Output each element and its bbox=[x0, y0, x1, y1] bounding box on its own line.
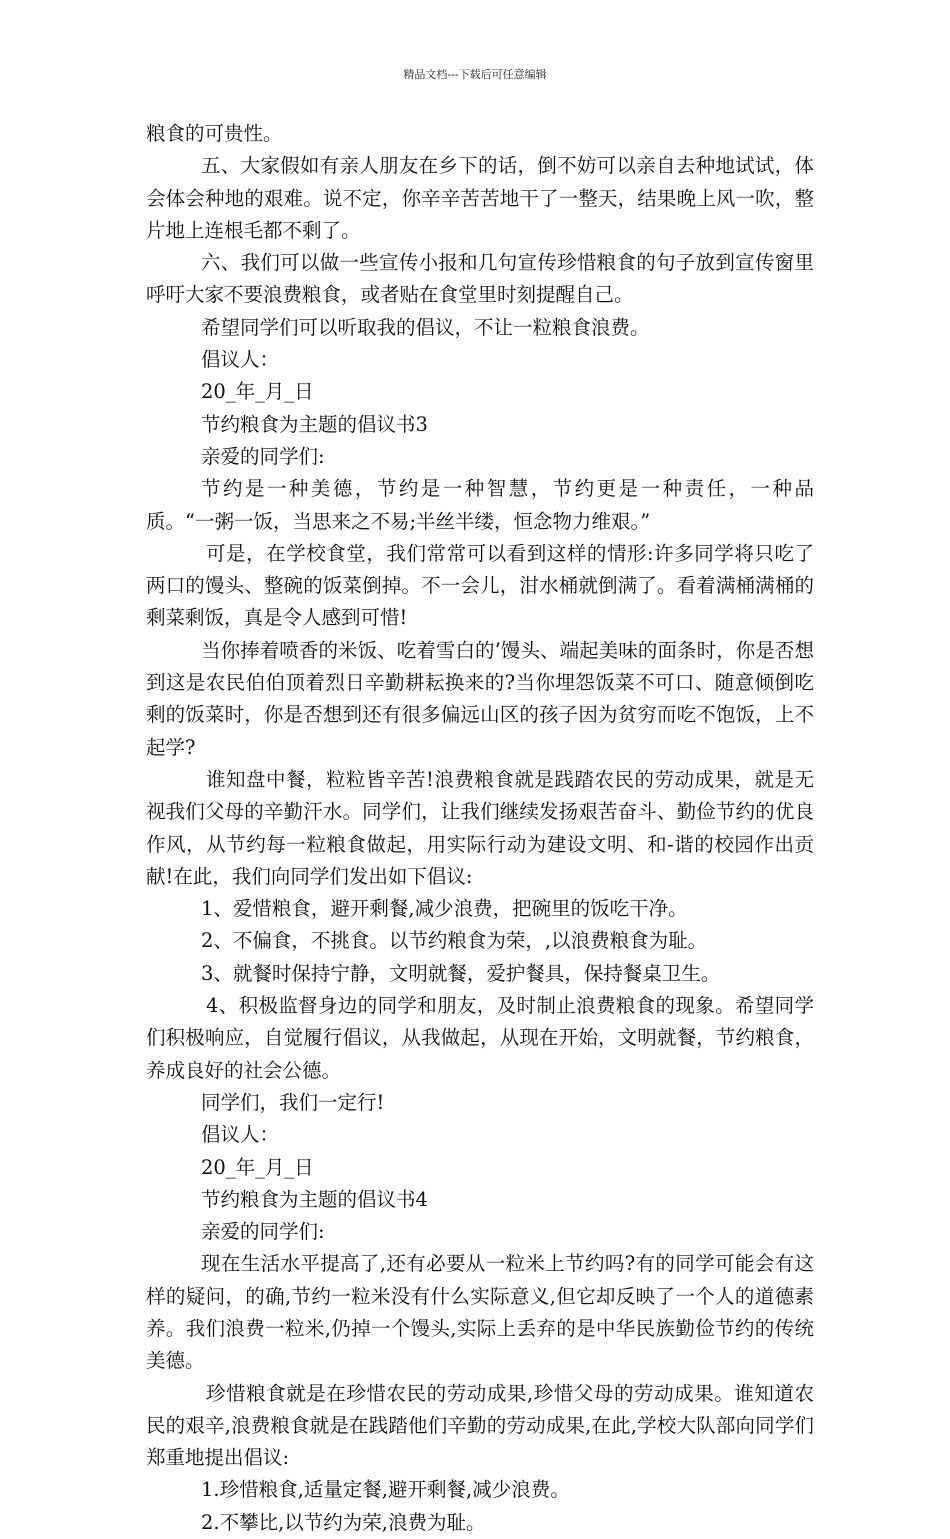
paragraph: 4、积极监督身边的同学和朋友，及时制止浪费粮食的现象。希望同学们积极响应，自觉履行倡议，从我做起，从现在开始，文明就餐，节约粮食，养成良好的社会公德。 bbox=[146, 994, 814, 1082]
paragraph: 亲爱的同学们: bbox=[201, 1220, 325, 1244]
paragraph: 倡议人： bbox=[201, 1123, 280, 1147]
paragraph: 同学们，我们一定行! bbox=[201, 1090, 385, 1114]
paragraph: 五、大家假如有亲人朋友在乡下的话，倒不妨可以亲自去种地试试，体会体会种地的艰难。说不定，你辛辛苦苦地干了一整天，结果晚上风一吹，整片地上连根毛都不剩了。 bbox=[146, 154, 814, 242]
paragraph: 2、不偏食，不挑食。以节约粮食为荣，,以浪费粮食为耻。 bbox=[201, 929, 708, 953]
paragraph: 现在生活水平提高了,还有必要从一粒米上节约吗?有的同学可能会有这样的疑问，的确,节约一粒米没有什么实际意义,但它却反映了一个人的道德素养。我们浪费一粒米,仍掉一个馒头,实际上丢弃的是中华民族勤俭节约的传统美德。 bbox=[146, 1252, 814, 1373]
paragraph: 20_年_月_日 bbox=[201, 380, 314, 404]
page-header: 精品文档---下载后可任意编辑 bbox=[403, 68, 547, 81]
paragraph: 可是，在学校食堂，我们常常可以看到这样的情形:许多同学将只吃了两口的馒头、整碗的饭菜倒掉。不一会儿，泔水桶就倒满了。看着满桶满桶的剩菜剩饭，真是令人感到可惜! bbox=[146, 541, 814, 630]
paragraph: 2.不攀比,以节约为荣,浪费为耻。 bbox=[201, 1510, 486, 1534]
paragraph: 20_年_月_日 bbox=[201, 1155, 314, 1179]
document-body bbox=[146, 118, 814, 1539]
paragraph: 当你捧着喷香的米饭、吃着雪白的’馒头、端起美味的面条时，你是否想到这是农民伯伯顶着烈日辛勤耕耘换来的?当你埋怨饭菜不可口、随意倾倒吃剩的饭菜时，你是否想到还有很多偏远山区的孩子因为贫穷而吃不饱饭，上不起学? bbox=[146, 638, 814, 759]
paragraph: 希望同学们可以听取我的倡议，不让一粒粮食浪费。 bbox=[201, 315, 650, 339]
paragraph: 1.珍惜粮食,适量定餐,避开剩餐,减少浪费。 bbox=[201, 1478, 570, 1502]
paragraph: 倡议人： bbox=[201, 348, 280, 372]
paragraph: 珍惜粮食就是在珍惜农民的劳动成果,珍惜父母的劳动成果。谁知道农民的艰辛,浪费粮食就是在践踏他们辛勤的劳动成果,在此,学校大队部向同学们郑重地提出倡议: bbox=[146, 1381, 814, 1470]
paragraph: 六、我们可以做一些宣传小报和几句宣传珍惜粮食的句子放到宣传窗里呼吁大家不要浪费粮食，或者贴在食堂里时刻提醒自己。 bbox=[146, 251, 814, 307]
paragraph: 节约粮食为主题的倡议书3 bbox=[201, 412, 428, 436]
paragraph: 谁知盘中餐，粒粒皆辛苦!浪费粮食就是践踏农民的劳动成果，就是无视我们父母的辛勤汗水。同学们，让我们继续发扬艰苦奋斗、勤俭节约的优良作风，从节约每一粒粮食做起，用实际行动为建设文明、和-谐的校园作出贡献!在此，我们向同学们发出如下倡议: bbox=[146, 767, 814, 888]
paragraph: 节约粮食为主题的倡议书4 bbox=[201, 1187, 428, 1211]
paragraph: 粮食的可贵性。 bbox=[146, 122, 283, 145]
paragraph: 1、爱惜粮食，避开剩餐,减少浪费，把碗里的饭吃干净。 bbox=[201, 897, 688, 921]
paragraph: 亲爱的同学们: bbox=[201, 444, 325, 468]
paragraph: 3、就餐时保持宁静，文明就餐，爱护餐具，保持餐桌卫生。 bbox=[201, 961, 721, 985]
paragraph: 节约是一种美德，节约是一种智慧，节约更是一种责任，一种品质。“一粥一饭，当思来之不易;半丝半缕，恒念物力维艰。” bbox=[146, 477, 814, 533]
